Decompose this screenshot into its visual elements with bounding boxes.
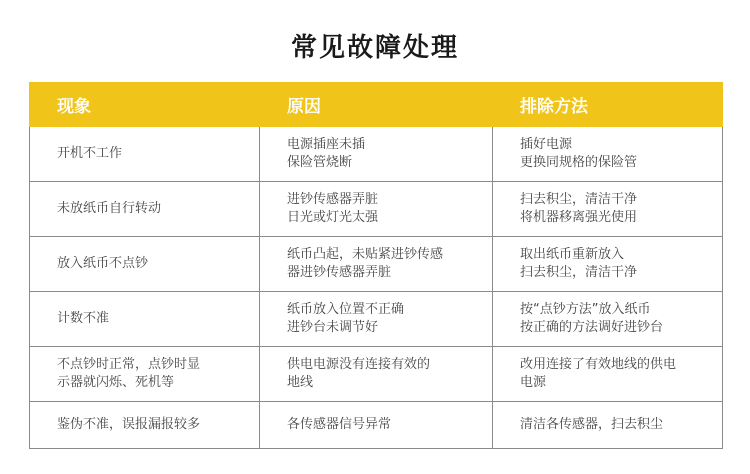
cause-line: 器进钞传感器弄脏: [287, 265, 392, 280]
solution-line: 按正确的方法调好进钞台: [520, 320, 664, 335]
solution-line: 扫去积尘，清洁干净: [520, 192, 638, 207]
solution-line: 更换同规格的保险管: [520, 155, 638, 170]
cause-cell: [260, 292, 493, 347]
cause-line: 进钞传感器弄脏: [287, 192, 379, 207]
cause-cell: [260, 402, 493, 449]
symptom-cell: [30, 182, 260, 237]
symptom-cell: [30, 402, 260, 449]
header-symptom: 现象: [30, 83, 260, 127]
table-row: [30, 402, 723, 449]
fault-table: [29, 82, 723, 449]
solution-line: 扫去积尘，清洁干净: [520, 265, 638, 280]
cause-cell: [260, 182, 493, 237]
cause-line: 日光或灯光太强: [287, 210, 379, 225]
cause-cell: [260, 347, 493, 402]
solution-cell: [493, 292, 723, 347]
solution-cell: [493, 237, 723, 292]
symptom-line: 鉴伪不准，误报漏报较多: [57, 417, 201, 432]
page-title: 常见故障处理: [290, 33, 459, 63]
table-row: [30, 292, 723, 347]
symptom-line: 不点钞时正常，点钞时显: [57, 357, 201, 372]
symptom-line: 放入纸币不点钞: [57, 256, 149, 271]
solution-cell: [493, 182, 723, 237]
solution-cell: [493, 347, 723, 402]
solution-line: 按“点钞方法”放入纸币: [520, 302, 651, 317]
cause-line: 进钞台未调节好: [287, 320, 379, 335]
table-row: [30, 182, 723, 237]
cause-cell: [260, 127, 493, 182]
solution-line: 清洁各传感器，扫去积尘: [520, 417, 664, 432]
symptom-line: 示器就闪烁、死机等: [57, 375, 175, 390]
symptom-cell: [30, 237, 260, 292]
header-solution: 排除方法: [493, 83, 723, 127]
cause-line: 电源插座未插: [287, 137, 366, 152]
solution-cell: [493, 127, 723, 182]
cause-line: 保险管烧断: [287, 155, 353, 170]
solution-line: 将机器移离强光使用: [520, 210, 638, 225]
symptom-line: 未放纸币自行转动: [57, 201, 162, 216]
symptom-line: 计数不准: [57, 311, 110, 326]
solution-line: 取出纸币重新放入: [520, 247, 625, 262]
solution-cell: [493, 402, 723, 449]
header-cause: 原因: [260, 83, 493, 127]
table-row: [30, 127, 723, 182]
symptom-cell: [30, 127, 260, 182]
solution-line: 改用连接了有效地线的供电: [520, 357, 677, 372]
table-row: [30, 347, 723, 402]
cause-line: 各传感器信号异常: [287, 417, 392, 432]
cause-line: 纸币放入位置不正确: [287, 302, 405, 317]
symptom-cell: [30, 347, 260, 402]
symptom-cell: [30, 292, 260, 347]
table-header-row: [30, 83, 723, 127]
cause-line: 供电电源没有连接有效的: [287, 357, 431, 372]
cause-line: 地线: [287, 375, 314, 390]
cause-cell: [260, 237, 493, 292]
solution-line: 电源: [520, 375, 547, 390]
solution-line: 插好电源: [520, 137, 573, 152]
cause-line: 纸币凸起，未贴紧进钞传感: [287, 247, 444, 262]
symptom-line: 开机不工作: [57, 146, 123, 161]
table-row: [30, 237, 723, 292]
